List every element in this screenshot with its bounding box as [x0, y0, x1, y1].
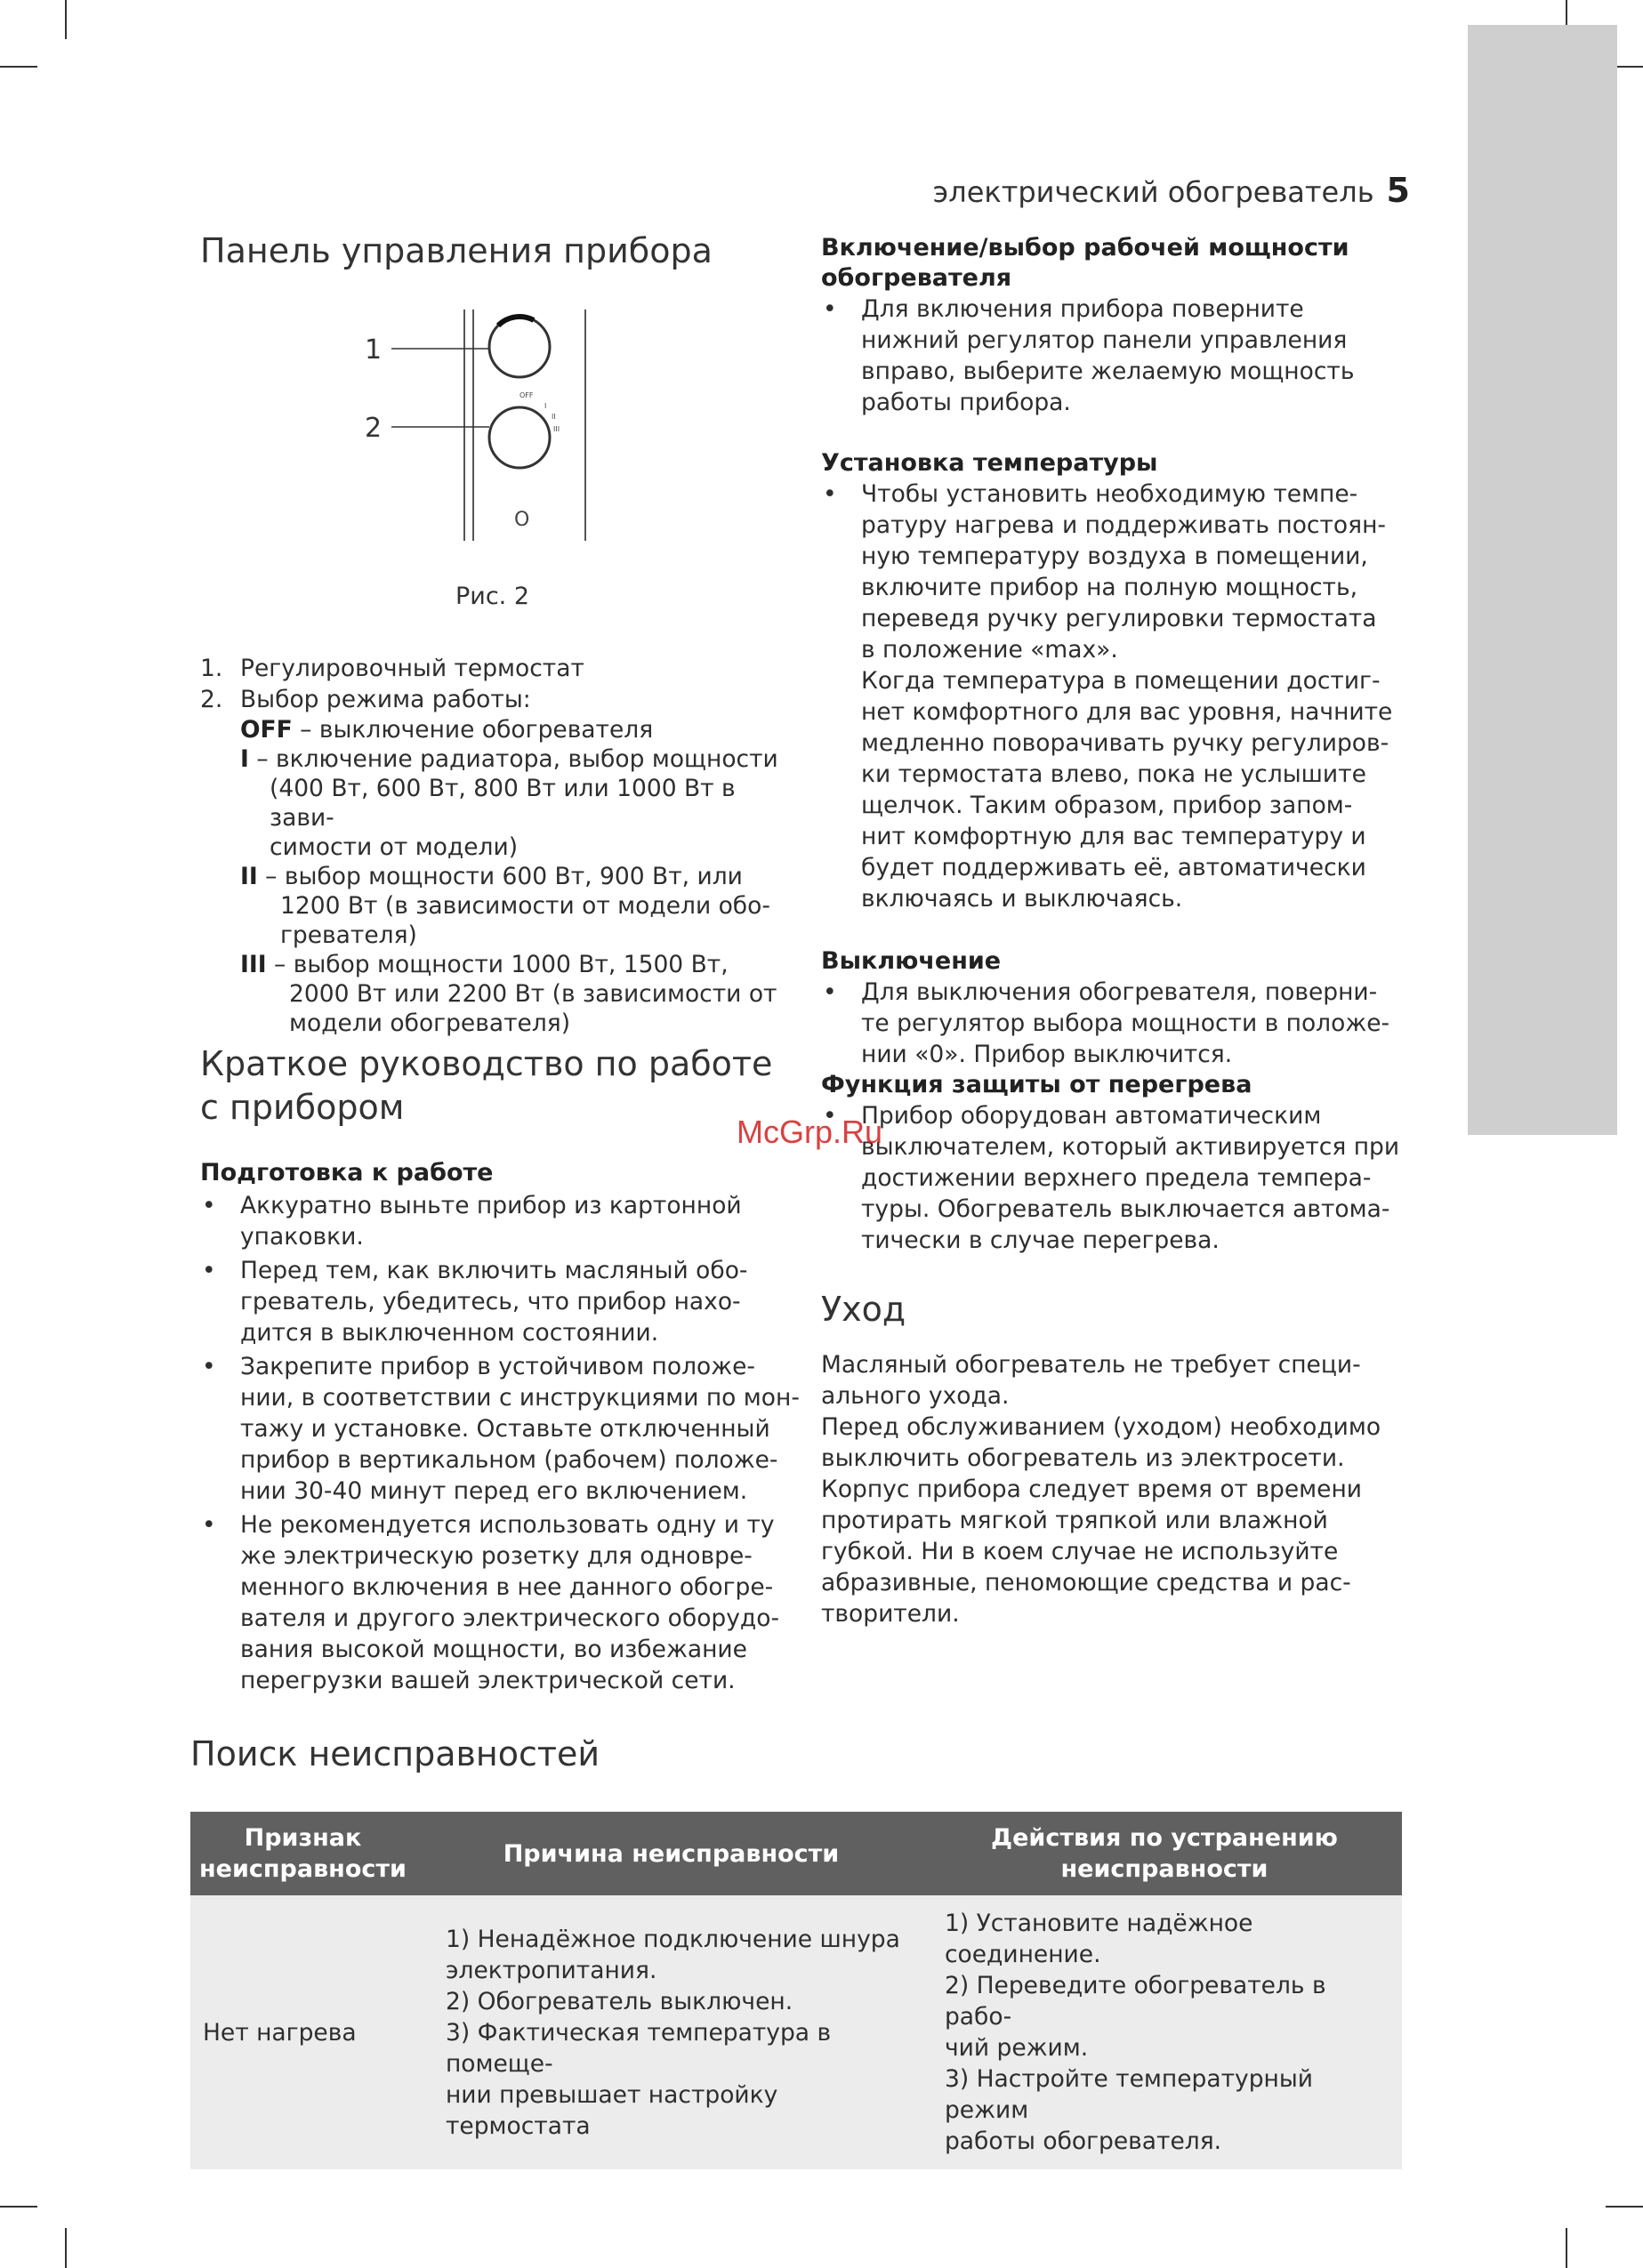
- mode-text: гревателя): [280, 921, 417, 949]
- list-item: [200, 1351, 805, 1507]
- bullet-line: • Перед тем, как включить масляный обо-: [240, 1257, 748, 1284]
- list-item: [821, 294, 1426, 418]
- symptom-cell: Нет нагрева: [190, 1895, 415, 2169]
- guide-heading: [200, 1042, 772, 1130]
- bullet-line: • Аккуратно выньте прибор из картонной: [240, 1192, 742, 1219]
- mode-text: – включение радиатора, выбор мощности: [256, 745, 778, 773]
- guide-title-line: Краткое руководство по работе: [200, 1044, 773, 1083]
- bullet-line: ную температуру воздуха в помещении,: [861, 543, 1368, 570]
- bullet-line: • Прибор оборудован автоматическим: [861, 1102, 1322, 1130]
- knob-mark-ii: II: [552, 413, 556, 421]
- guide-title-line: с прибором: [200, 1088, 405, 1127]
- bullet-line: • Для выключения обогревателя, поверни-: [861, 978, 1378, 1006]
- care-line: Перед обслуживанием (уходом) необходимо: [821, 1413, 1381, 1441]
- mode-key: II: [240, 863, 258, 890]
- action-line: чий режим.: [944, 2034, 1089, 2062]
- panel-title: Панель управления прибора: [200, 231, 713, 270]
- mode-text: – выключение обогревателя: [300, 716, 654, 744]
- page-header: [907, 171, 1410, 210]
- list-item: [821, 977, 1426, 1070]
- list-item: [200, 653, 787, 684]
- bullet-line: нет комфортного для вас уровня, начните: [861, 698, 1393, 726]
- list-item: [200, 1255, 805, 1348]
- power-title-line: обогревателя: [821, 264, 1012, 292]
- bullet-line: работы прибора.: [861, 389, 1071, 416]
- bullet-line: в положение «max».: [861, 636, 1118, 664]
- mode-text: симости от модели): [270, 833, 519, 861]
- bullet-line: туры. Обогреватель выключается автома-: [861, 1195, 1390, 1223]
- bullet-line: медленно поворачивать ручку регулиров-: [861, 729, 1389, 757]
- off-list: [821, 977, 1426, 1070]
- control-panel-figure: [356, 302, 587, 551]
- knob-mark-off: OFF: [519, 391, 534, 399]
- mode-key: III: [240, 951, 267, 978]
- overheat-list: [821, 1100, 1426, 1256]
- mode-text: модели обогревателя): [289, 1009, 571, 1037]
- cause-line: электропитания.: [445, 1956, 657, 1984]
- column-header-line: Действия по устранению: [991, 1824, 1338, 1852]
- bullet-line: Когда температура в помещении достиг-: [861, 667, 1381, 695]
- care-text: [821, 1349, 1426, 1629]
- bullet-line: те регулятор выбора мощности в положе-: [861, 1009, 1390, 1037]
- side-tab: [1468, 25, 1617, 1135]
- mode-off: [240, 715, 787, 744]
- action-line: 1) Установите надёжное соединение.: [944, 1910, 1253, 1968]
- mode-ii: [240, 862, 787, 950]
- bullet-line: менного включения в нее данного обогре-: [240, 1573, 774, 1601]
- action-line: работы обогревателя.: [944, 2127, 1222, 2155]
- figure-label-2: 2: [365, 413, 383, 444]
- column-header: Причина неисправности: [415, 1812, 927, 1895]
- bullet-line: тажу и установке. Оставьте отключенный: [240, 1415, 770, 1443]
- crop-mark: [65, 0, 67, 39]
- bullet-line: тически в случае перегрева.: [861, 1226, 1220, 1254]
- action-line: 2) Переведите обогреватель в рабо-: [944, 1972, 1326, 2031]
- crop-mark: [1606, 2206, 1643, 2208]
- prep-list: [200, 1190, 805, 1696]
- mode-iii: [240, 950, 787, 1038]
- crop-mark: [65, 2228, 67, 2268]
- bullet-line: вателя и другого электрического оборудо-: [240, 1604, 780, 1632]
- bullet-line: • Чтобы установить необходимую темпе-: [861, 480, 1358, 508]
- bullet-line: включите прибор на полную мощность,: [861, 574, 1358, 601]
- list-text: Регулировочный термостат: [240, 655, 584, 682]
- list-number: 1.: [200, 655, 223, 682]
- temp-title: Установка температуры: [821, 449, 1158, 477]
- mode-key: I: [240, 745, 249, 773]
- table-row: [190, 1895, 1402, 2169]
- bullet-line: вания высокой мощности, во избежание: [240, 1636, 747, 1663]
- controls-list: [200, 653, 787, 1038]
- action-line: 3) Настройте температурный режим: [944, 2065, 1314, 2124]
- mode-text: – выбор мощности 600 Вт, 900 Вт, или: [265, 863, 743, 890]
- cause-line: нии превышает настройку термостата: [445, 2080, 778, 2140]
- care-line: протирать мягкой тряпкой или влажной: [821, 1507, 1328, 1534]
- bullet-line: щелчок. Таким образом, прибор запом-: [861, 792, 1353, 819]
- prep-section: [200, 1158, 805, 1696]
- list-item: [821, 1100, 1426, 1256]
- knob-mark-i: I: [544, 402, 547, 410]
- list-item: [200, 684, 787, 715]
- bullet-line: нии «0». Прибор выключится.: [861, 1041, 1233, 1068]
- bullet-line: ки термостата влево, пока не услышите: [861, 760, 1366, 788]
- bullet-line: включаясь и выключаясь.: [861, 885, 1183, 913]
- bullet-line: • Закрепите прибор в устойчивом положе-: [240, 1353, 755, 1380]
- care-line: губкой. Ни в коем случае не используйте: [821, 1538, 1339, 1565]
- page-number: 5: [1386, 171, 1410, 210]
- bullet-line: нии, в соответствии с инструкциями по мон-: [240, 1384, 800, 1411]
- list-item: [200, 1190, 805, 1252]
- knob-mark-iii: III: [553, 425, 560, 433]
- column-header-line: Признак: [244, 1824, 362, 1852]
- list-number: 2.: [200, 686, 223, 713]
- bottom-mark: O: [514, 509, 530, 531]
- overheat-title: Функция защиты от перегрева: [821, 1071, 1252, 1098]
- action-cell: [927, 1895, 1402, 2169]
- figure-label-1: 1: [365, 334, 383, 366]
- mode-text: 1200 Вт (в зависимости от модели обо-: [280, 892, 770, 920]
- off-title: Выключение: [821, 947, 1002, 975]
- bullet-line: перегрузки вашей электрической сети.: [240, 1667, 736, 1694]
- mode-key: OFF: [240, 716, 293, 744]
- bullet-line: вправо, выберите желаемую мощность: [861, 358, 1355, 385]
- cause-line: 2) Обогреватель выключен.: [445, 1987, 793, 2015]
- mode-text: (400 Вт, 600 Вт, 800 Вт или 1000 Вт в зави-: [270, 775, 736, 832]
- bullet-line: дится в выключенном состоянии.: [240, 1319, 659, 1347]
- temp-list: [821, 479, 1426, 914]
- crop-mark: [0, 66, 37, 68]
- list-item: [200, 1509, 805, 1696]
- bullet-line: • Для включения прибора поверните: [861, 295, 1304, 323]
- bullet-line: же электрическую розетку для одновре-: [240, 1542, 753, 1570]
- mode-text: 2000 Вт или 2200 Вт (в зависимости от: [289, 980, 777, 1008]
- bullet-line: упаковки.: [240, 1223, 364, 1251]
- care-line: выключить обогреватель из электросети.: [821, 1444, 1345, 1472]
- troubleshooting-table: [190, 1812, 1402, 2169]
- bullet-line: • Не рекомендуется использовать одну и ту: [240, 1511, 775, 1539]
- table-header-row: [190, 1812, 1402, 1895]
- power-title-line: Включение/выбор рабочей мощности: [821, 234, 1349, 261]
- bullet-line: выключателем, который активируется при: [861, 1133, 1400, 1161]
- bullet-line: прибор в вертикальном (рабочем) положе-: [240, 1446, 778, 1474]
- list-item: [821, 479, 1426, 914]
- column-header: [927, 1812, 1402, 1895]
- cause-line: 3) Фактическая температура в помеще-: [445, 2018, 832, 2078]
- bullet-line: нижний регулятор панели управления: [861, 326, 1348, 354]
- watermark: McGrp.Ru: [737, 1114, 883, 1150]
- cause-line: 1) Ненадёжное подключение шнура: [445, 1925, 900, 1953]
- control-panel-drawing: [356, 302, 587, 551]
- column-header: [190, 1812, 415, 1895]
- bullet-line: нии 30-40 минут перед его включением.: [240, 1477, 748, 1505]
- column-header-line: неисправности: [1060, 1855, 1268, 1883]
- column-header-line: неисправности: [199, 1855, 407, 1883]
- power-list: [821, 294, 1426, 418]
- troubleshooting-title: Поиск неисправностей: [190, 1734, 600, 1773]
- right-column: [821, 233, 1426, 1629]
- mode-text: – выбор мощности 1000 Вт, 1500 Вт,: [274, 951, 729, 978]
- care-line: Масляный обогреватель не требует специ-: [821, 1351, 1361, 1379]
- bullet-line: ратуру нагрева и поддерживать постоян-: [861, 511, 1386, 539]
- figure-caption: Рис. 2: [455, 583, 530, 610]
- care-title: Уход: [821, 1290, 906, 1329]
- crop-mark: [1566, 2228, 1567, 2268]
- bullet-line: нит комфортную для вас температуру и: [861, 823, 1366, 850]
- care-line: Корпус прибора следует время от времени: [821, 1476, 1362, 1503]
- bullet-line: переведя ручку регулировки термостата: [861, 605, 1377, 632]
- cause-cell: [415, 1895, 927, 2169]
- bullet-line: греватель, убедитесь, что прибор нахо-: [240, 1288, 741, 1315]
- bullet-line: достижении верхнего предела темпера-: [861, 1164, 1372, 1192]
- crop-mark: [0, 2206, 37, 2208]
- header-title: электрический обогреватель: [932, 175, 1374, 209]
- mode-i: [240, 744, 787, 862]
- care-line: абразивные, пеномоющие средства и рас-: [821, 1569, 1351, 1596]
- care-line: ального ухода.: [821, 1382, 1010, 1410]
- prep-title: Подготовка к работе: [200, 1159, 494, 1186]
- care-line: творители.: [821, 1600, 960, 1628]
- bullet-line: будет поддерживать её, автоматически: [861, 854, 1366, 881]
- list-text: Выбор режима работы:: [240, 686, 531, 713]
